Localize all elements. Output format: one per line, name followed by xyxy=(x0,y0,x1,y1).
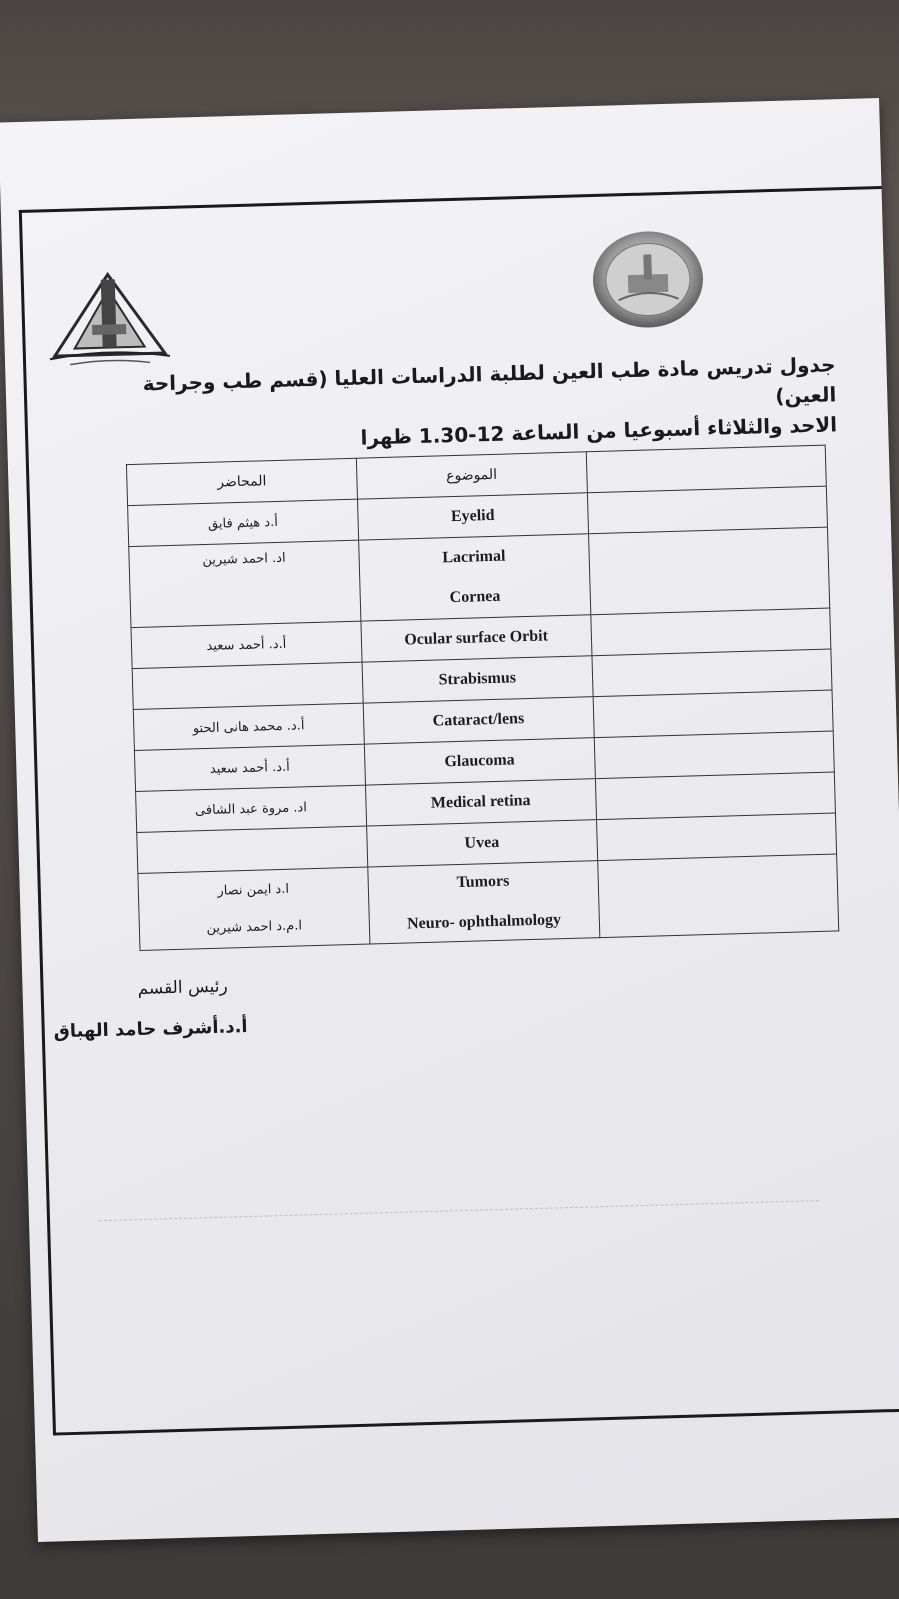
empty-cell xyxy=(588,527,829,615)
header-topic: الموضوع xyxy=(356,452,587,499)
lecturer-cell: أ.د هيثم فايق xyxy=(128,499,359,546)
lecturer-cell: اد. احمد شيرين xyxy=(129,540,361,627)
lecturer-text: ا.م.د احمد شيرين xyxy=(206,918,303,937)
signature-role: رئيس القسم xyxy=(137,976,228,1000)
header-lecturer: المحاضر xyxy=(126,458,357,505)
lecturer-cell xyxy=(138,867,370,950)
topic-text: Tumors xyxy=(456,872,510,892)
topic-cell: Medical retina xyxy=(365,779,596,826)
empty-cell xyxy=(592,649,832,697)
schedule-table xyxy=(126,445,839,951)
topic-text: Neuro- ophthalmology xyxy=(406,911,562,933)
topic-cell xyxy=(367,861,599,944)
topic-text: Cornea xyxy=(449,587,501,607)
empty-cell xyxy=(593,690,833,738)
topic-cell: Glaucoma xyxy=(364,738,595,785)
lecturer-text: ا.د ايمن نصار xyxy=(217,881,290,899)
paper-sheet xyxy=(0,98,899,1542)
empty-cell xyxy=(591,608,831,656)
university-emblem xyxy=(43,268,176,372)
empty-cell xyxy=(587,486,827,534)
title-line-1: جدول تدريس مادة طب العين لطلبة الدراسات العليا (قسم طب وجراحة العين) xyxy=(142,352,837,408)
title-line-2: الاحد والثلاثاء أسبوعيا من الساعة 12-1.30 ظهرا xyxy=(360,412,838,450)
empty-cell xyxy=(586,445,826,493)
lecturer-cell xyxy=(137,826,368,873)
topic-cell: Uvea xyxy=(366,820,597,867)
topic-cell xyxy=(358,534,590,621)
signature-name: أ.د.أشرف حامد الهباق xyxy=(53,1015,248,1043)
faculty-of-medicine-seal xyxy=(586,223,709,336)
empty-cell xyxy=(595,772,835,820)
lecturer-cell: أ.د. محمد هانى الحتو xyxy=(133,703,364,750)
topic-text: Lacrimal xyxy=(442,547,506,567)
topic-cell: Cataract/lens xyxy=(363,697,594,744)
empty-cell xyxy=(594,731,834,779)
empty-cell xyxy=(597,854,838,938)
lecturer-cell: أ.د. أحمد سعيد xyxy=(134,744,365,791)
lecturer-cell xyxy=(132,662,363,709)
lecturer-cell: اد. مروة عبد الشافى xyxy=(136,785,367,832)
empty-cell xyxy=(596,813,836,861)
topic-cell: Ocular surface Orbit xyxy=(361,615,592,662)
signature-block xyxy=(52,975,274,1042)
lecturer-cell: أ.د. أحمد سعيد xyxy=(131,621,362,668)
topic-cell: Eyelid xyxy=(357,493,588,540)
topic-cell: Strabismus xyxy=(362,656,593,703)
